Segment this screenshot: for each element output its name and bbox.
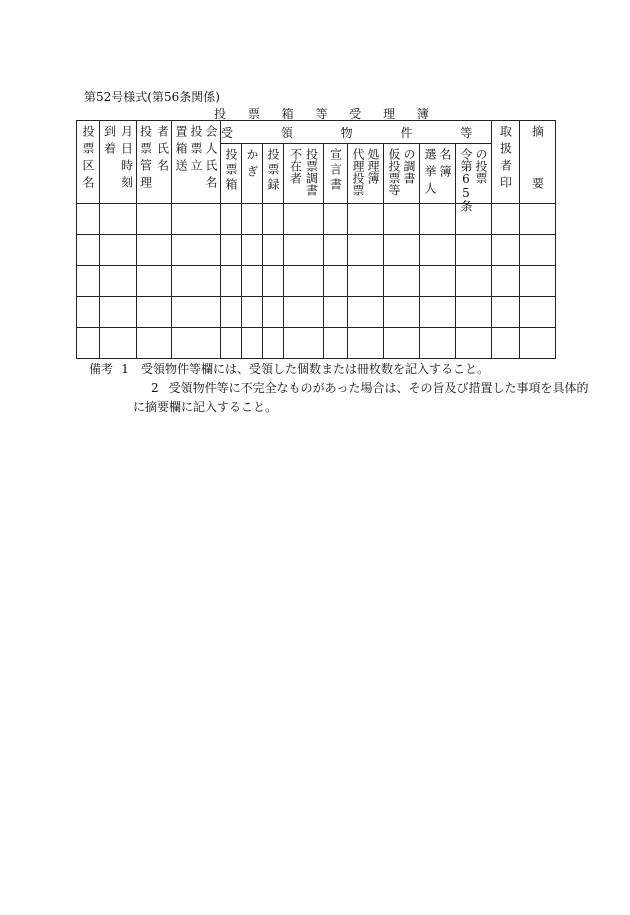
header-absentee: 投票調書 不在者 [288, 148, 319, 196]
header-handler-seal: 取扱者印 [498, 125, 513, 193]
header-oath: 宣言書 [328, 148, 343, 193]
note-2: 2 受領物件等に不完全なものがあった場合は、その旨及び措置した事項を具体的 [151, 381, 589, 395]
form-reference: 第52号様式(第56条関係) [84, 90, 220, 104]
header-district: 投票区名 [81, 125, 95, 193]
header-witness: 会人氏名 投票立 置箱送 [174, 125, 218, 193]
form-title: 投 票 箱 等 受 理 簿 [214, 107, 438, 121]
header-electors: 名簿 選挙人 [423, 148, 452, 199]
header-manager: 者氏名 投票管理 [138, 125, 170, 193]
header-proxy: 処理簿 代理投票 [351, 148, 380, 196]
note-2-continued: に摘要欄に記入すること。 [133, 400, 278, 414]
note-1: 備考 1 受領物件等欄には、受領した個数または冊枚数を記入すること。 [89, 362, 490, 376]
header-received-items: 受 領 物 件 等 [221, 126, 495, 140]
header-ballot-record: 投票録 [266, 148, 280, 193]
header-key: かぎ [245, 148, 259, 182]
header-provisional: の調書 仮投票等 [387, 148, 416, 196]
header-arrival-time: 月日時刻 到着 [102, 125, 134, 193]
header-article65: の投票 令第65条 [459, 148, 488, 212]
header-remarks: 摘要 [530, 125, 545, 229]
header-ballot-box: 投票箱 [224, 148, 238, 193]
